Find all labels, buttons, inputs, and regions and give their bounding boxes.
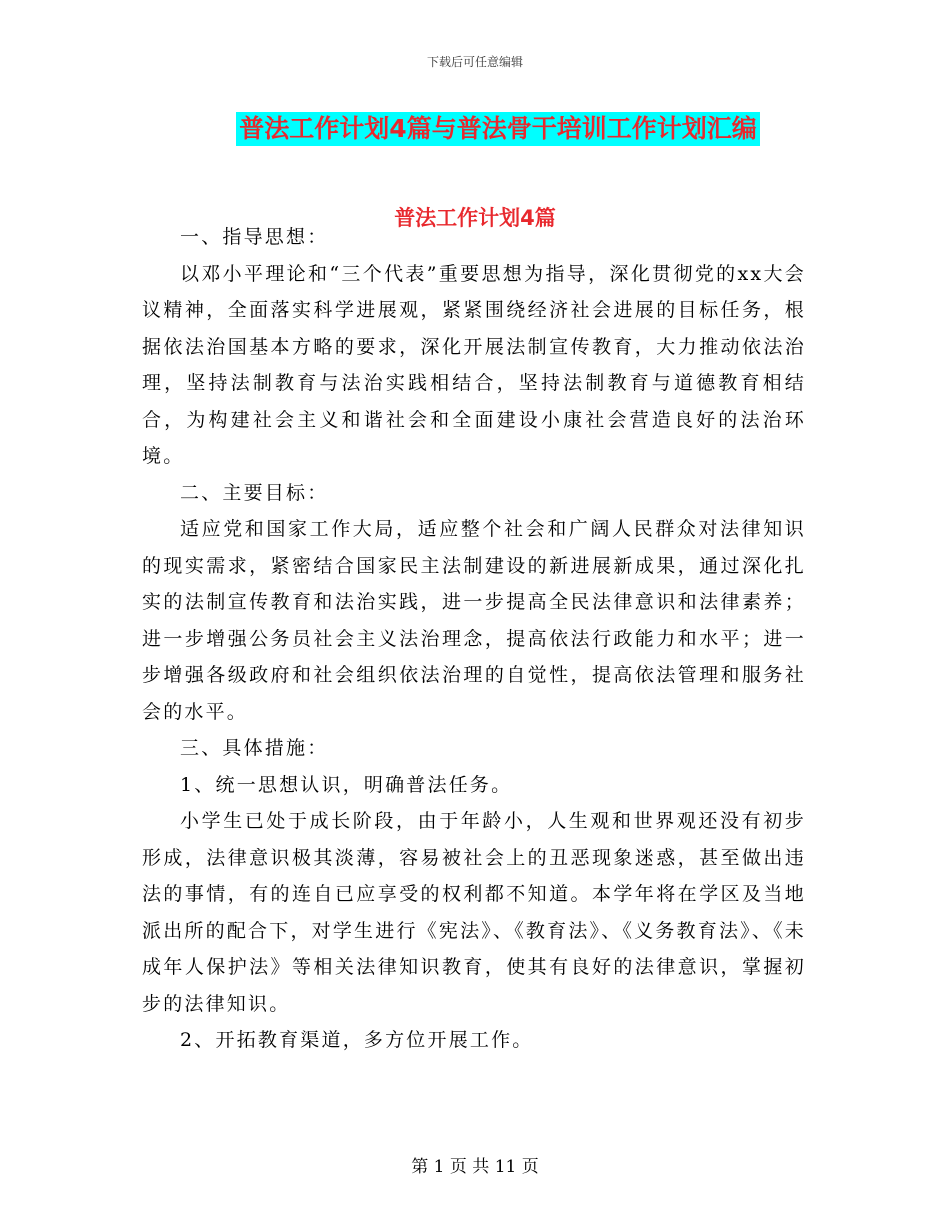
heading-guiding-ideology: 一、指导思想： <box>180 226 329 248</box>
main-title-wrapper <box>0 112 950 146</box>
main-title: 普法工作计划4篇与普法骨干培训工作计划汇编 <box>236 112 759 146</box>
heading-specific-measures: 三、具体措施： <box>180 737 329 759</box>
header-note: 下载后可任意编辑 <box>426 55 523 69</box>
page-footer: 第 1 页 共 11 页 <box>411 1157 539 1177</box>
measure-item-2: 2、开拓教育渠道，多方位开展工作。 <box>180 1029 534 1051</box>
paragraph-main-goals: 适应党和国家工作大局，适应整个社会和广阔人民群众对法律知识的现实需求，紧密结合国家民主法制建设的新进展新成果，通过深化扎实的法制宣传教育和法治实践，进一步提高全民法律意识和法律素养；进一步增强公务员社会主义法治理念，提高依法行政能力和水平；进一步增强各级政府和社会组织依法治理的自觉性，提高依法管理和服务社会的水平。 <box>142 518 806 723</box>
paragraph-measure-1: 小学生已处于成长阶段，由于年龄小，人生观和世界观还没有初步形成，法律意识极其淡薄，容易被社会上的丑恶现象迷惑，甚至做出违法的事情，有的连自已应享受的权利都不知道。本学年将在学区及当地派出所的配合下，对学生进行《宪法》、《教育法》、《义务教育法》、《未成年人保护法》等相关法律知识教育，使其有良好的法律意识，掌握初步的法律知识。 <box>142 810 806 1015</box>
document-body <box>142 219 806 1059</box>
section-title: 普法工作计划4篇 <box>394 206 556 230</box>
heading-main-goals: 二、主要目标： <box>180 481 329 504</box>
measure-item-1: 1、统一思想认识，明确普法任务。 <box>180 773 513 796</box>
paragraph-guiding-ideology: 以邓小平理论和“三个代表”重要思想为指导，深化贯彻党的xx大会议精神，全面落实科学进展观，紧紧围绕经济社会进展的目标任务，根据依法治国基本方略的要求，深化开展法制宣传教育，大力推动依法治理，坚持法制教育与法治实践相结合，坚持法制教育与道德教育相结合，为构建社会主义和谐社会和全面建设小康社会营造良好的法治环境。 <box>142 262 806 467</box>
